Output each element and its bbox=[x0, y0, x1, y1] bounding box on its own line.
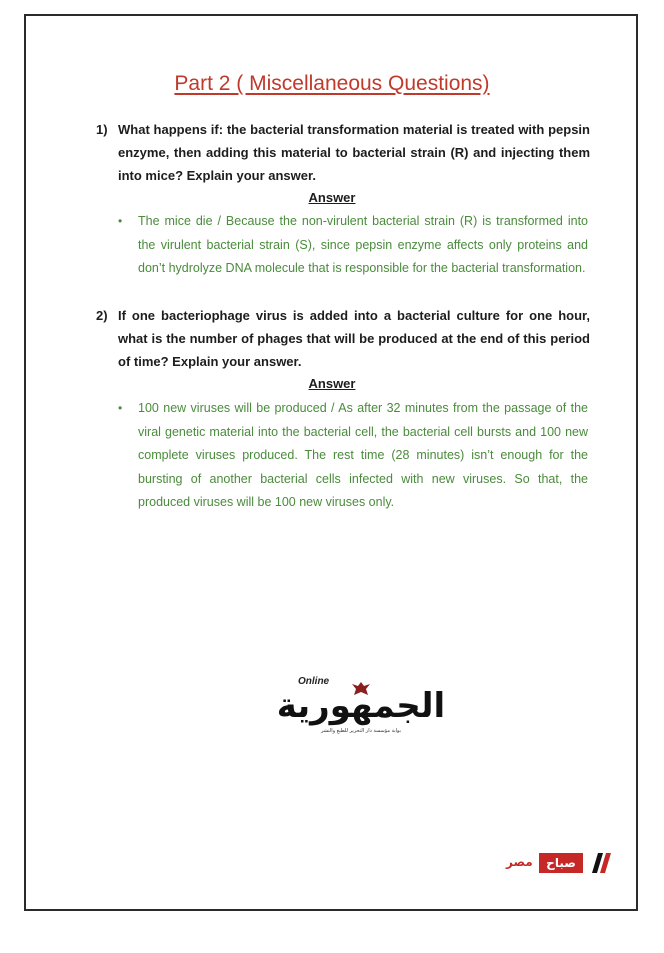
logo-name: الجمهورية bbox=[276, 686, 446, 726]
footer-brand-word-1: صباح bbox=[539, 853, 583, 873]
answer-heading: Answer bbox=[308, 376, 356, 391]
question-text: If one bacteriophage virus is added into a bacterial culture for one hour, what is the number of phages that will be produced at the end of this period of time? Explain your answer. bbox=[118, 308, 590, 369]
answer-1 bbox=[118, 210, 588, 281]
slash-marks-icon bbox=[586, 853, 616, 873]
question-number: 1) bbox=[96, 122, 108, 137]
footer-brand-word-2: مصر bbox=[506, 855, 533, 869]
question-2 bbox=[96, 304, 590, 373]
question-text: What happens if: the bacterial transformation material is treated with pepsin enzyme, then adding this material to bacterial strain (R) and injecting them into mice? Explain your answer. bbox=[118, 122, 590, 183]
answer-text: The mice die / Because the non-virulent bacterial strain (R) is transformed into the virulent bacterial strain (S), since pepsin enzyme affects only proteins and don’t hydrolyze DNA molecule that is responsible for the bacterial transformation. bbox=[138, 214, 588, 275]
logo-tagline: بوابة مؤسسة دار التحرير للطبع والنشر bbox=[320, 728, 402, 734]
answer-heading: Answer bbox=[308, 190, 356, 205]
question-1 bbox=[96, 118, 590, 187]
footer-brand-logo bbox=[506, 853, 616, 875]
answer-2 bbox=[118, 397, 588, 515]
answer-text: 100 new viruses will be produced / As after 32 minutes from the passage of the viral genetic material into the bacterial cell, the bacterial cell bursts and 100 new complete viruses produced. The rest time (28 minutes) isn’t enough for the bursting of another bacterial cells infected with new viruses. So that, the produced viruses will be 100 new viruses only. bbox=[138, 401, 588, 509]
bullet-icon: • bbox=[118, 214, 123, 228]
bullet-icon: • bbox=[118, 401, 123, 415]
logo-online-text: Online bbox=[298, 676, 330, 687]
page-title: Part 2 ( Miscellaneous Questions) bbox=[174, 72, 490, 95]
question-number: 2) bbox=[96, 308, 108, 323]
